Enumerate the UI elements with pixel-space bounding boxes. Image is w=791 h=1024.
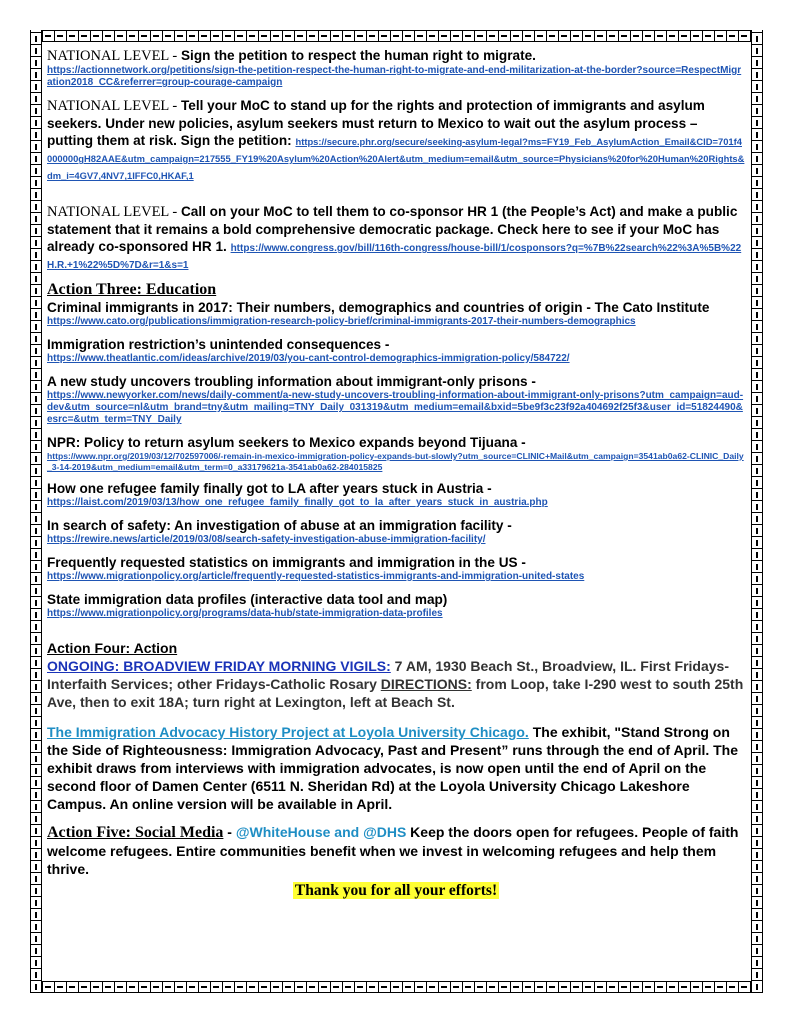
list-item: [47, 336, 745, 365]
list-item: [47, 480, 745, 509]
item-title: Criminal immigrants in 2017: Their numbers, demographics and countries of origin - The Cato Institute: [47, 300, 710, 315]
item-link[interactable]: https://www.migrationpolicy.org/programs/data-hub/state-immigration-data-profiles: [47, 608, 443, 619]
national-item-hr1: [47, 203, 745, 272]
directions-text: from Loop, take I-290 west to south 25th Ave, then to exit 18A; turn right at Lexington, left at Beach St.: [47, 676, 744, 710]
item-link[interactable]: https://www.theatlantic.com/ideas/archive/2019/03/you-cant-control-demographics-immigration-policy/584722/: [47, 353, 570, 364]
item-title: Frequently requested statistics on immigrants and immigration in the US -: [47, 555, 526, 570]
vigil-link[interactable]: ONGOING: BROADVIEW FRIDAY MORNING VIGILS:: [47, 658, 391, 674]
item-link[interactable]: https://www.npr.org/2019/03/12/702597006/-remain-in-mexico-immigration-policy-expands-but-slowly?utm_source=CLINIC+Mail&utm_campaign=3541ab0a62-CLINIC_Daily_3-14-2019&utm_medium=email&utm_term=0_a33179621a-3541ab0a62-284015825: [47, 451, 744, 472]
list-item: [47, 373, 745, 426]
item-title: How one refugee family finally got to LA after years stuck in Austria -: [47, 481, 492, 496]
action-three-heading: Action Three: Education: [47, 281, 217, 298]
item-link[interactable]: https://rewire.news/article/2019/03/08/search-safety-investigation-abuse-immigration-facility/: [47, 534, 486, 545]
loyola-item: [47, 723, 745, 813]
loyola-link[interactable]: The Immigration Advocacy History Project at Loyola University Chicago.: [47, 724, 529, 740]
level-label: NATIONAL LEVEL -: [47, 48, 178, 64]
page-content: [47, 47, 745, 900]
item-link[interactable]: https://www.newyorker.com/news/daily-comment/a-new-study-uncovers-troubling-information-about-immigrant-only-prisons?utm_campaign=aud-dev&utm_source=nl&utm_brand=tny&utm_mailing=TNY_Daily_031319&utm_medium=email&bxid=5be9f3c23f92a404692f25f3&user_id=51824490&esrc=&utm_term=TNY_Daily: [47, 390, 744, 425]
dash: -: [223, 824, 236, 840]
directions-label: DIRECTIONS:: [380, 676, 472, 692]
level-label: NATIONAL LEVEL -: [47, 98, 178, 114]
action-four-section: [47, 640, 745, 711]
action-three-section: [47, 280, 745, 299]
thanks-banner: [47, 882, 745, 900]
list-item: [47, 299, 745, 328]
social-handles[interactable]: @WhiteHouse and @DHS: [235, 824, 407, 840]
action-five-heading: Action Five: Social Media: [47, 824, 224, 841]
level-label: NATIONAL LEVEL -: [47, 204, 178, 220]
border-left: [30, 30, 42, 993]
border-bottom: [30, 981, 763, 993]
list-item: [47, 517, 745, 546]
hr1-link[interactable]: https://www.congress.gov/bill/116th-congress/house-bill/1/cosponsors?q=%7B%22search%22%3A%5B%22H.R.+1%22%5D%7D&r=1&s=1: [47, 243, 742, 271]
action-four-heading: Action Four: Action: [47, 640, 178, 656]
list-item: [47, 591, 745, 620]
action-text: Call on your MoC to tell them to co-sponsor HR 1 (the People’s Act) and make a public statement that it remains a bold comprehensive democratic package. Check here to see if your MoC has already co-sponsored HR 1.: [47, 204, 738, 254]
item-title: Immigration restriction’s unintended consequences -: [47, 337, 390, 352]
item-title: NPR: Policy to return asylum seekers to Mexico expands beyond Tijuana -: [47, 435, 526, 450]
action-five-section: [47, 823, 745, 878]
national-item-petition: [47, 47, 745, 89]
item-title: In search of safety: An investigation of abuse at an immigration facility -: [47, 518, 512, 533]
national-item-asylum: [47, 97, 745, 183]
action-text: Sign the petition to respect the human right to migrate.: [177, 48, 536, 63]
thanks-text: Thank you for all your efforts!: [294, 882, 498, 899]
item-link[interactable]: https://www.cato.org/publications/immigration-research-policy-brief/criminal-immigrants-2017-their-numbers-demographics: [47, 316, 636, 327]
loyola-text: The exhibit, "Stand Strong on the Side of Righteousness: Immigration Advocacy, Past and Present” runs through the end of April. The exhibit draws from interviews with immigration advocates, is now open until the end of April on the second floor of Damen Center (6511 N. Sheridan Rd) at the Loyola University Chicago Lakeshore Campus. An online version will be available in April.: [47, 724, 739, 812]
item-link[interactable]: https://laist.com/2019/03/13/how_one_refugee_family_finally_got_to_la_after_years_stuck_in_austria.php: [47, 497, 548, 508]
list-item: [47, 434, 745, 472]
item-title: A new study uncovers troubling information about immigrant-only prisons -: [47, 374, 536, 389]
vigil-text: 7 AM, 1930 Beach St., Broadview, IL. First Fridays-Interfaith Services; other Fridays-Catholic Rosary: [47, 658, 729, 692]
action-text: Tell your MoC to stand up for the rights and protection of immigrants and asylum seekers. Under new policies, asylum seekers must return to Mexico to wait out the asylum process – putting them at risk. Sign the petition:: [47, 98, 705, 148]
asylum-link[interactable]: https://secure.phr.org/secure/seeking-asylum-legal?ms=FY19_Feb_AsylumAction_Email&CID=701f4000000gH82AAE&utm_campaign=217555_FY19%20Asylum%20Action%20Alert&utm_medium=email&utm_source=Physicians%20for%20Human%20Rights&dm_i=4GV7,4NV7,1IFFC0,HKAF,1: [47, 136, 745, 181]
border-top: [30, 30, 763, 42]
social-text: Keep the doors open for refugees. People of faith welcome refugees. Entire communities benefit when we invest in welcoming refugees and help them thrive.: [47, 824, 739, 877]
item-title: State immigration data profiles (interactive data tool and map): [47, 592, 448, 607]
border-right: [751, 30, 763, 993]
list-item: [47, 554, 745, 583]
petition-link[interactable]: https://actionnetwork.org/petitions/sign-the-petition-respect-the-human-right-to-migrate-and-end-militarization-at-the-border?source=RespectMigration2018_CC&referrer=group-courage-campaign: [47, 65, 742, 88]
item-link[interactable]: https://www.migrationpolicy.org/article/frequently-requested-statistics-immigrants-and-immigration-united-states: [47, 571, 585, 582]
